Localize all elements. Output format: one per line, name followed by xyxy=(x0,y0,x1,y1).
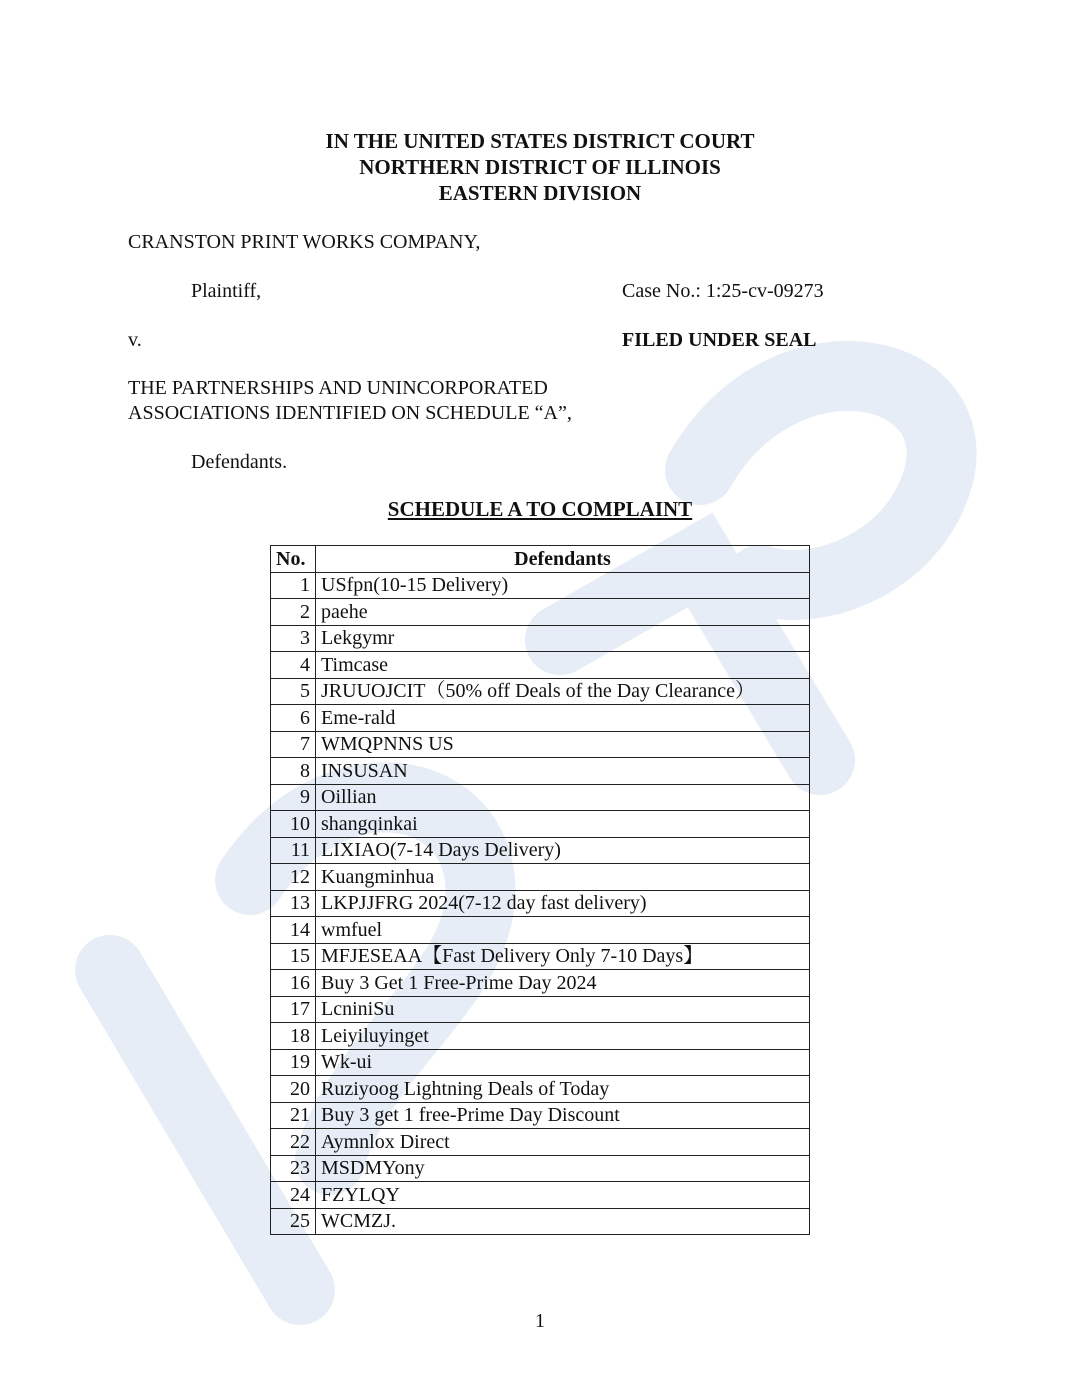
table-row xyxy=(271,917,810,944)
table-row xyxy=(271,599,810,626)
defendant-name: WCMZJ. xyxy=(316,1208,810,1235)
defendant-name: wmfuel xyxy=(316,917,810,944)
row-number: 8 xyxy=(271,758,316,785)
defendant-name: WMQPNNS US xyxy=(316,731,810,758)
defendant-caption-line2: ASSOCIATIONS IDENTIFIED ON SCHEDULE “A”, xyxy=(128,402,572,424)
table-row xyxy=(271,1049,810,1076)
row-number: 2 xyxy=(271,599,316,626)
defendant-name: Wk-ui xyxy=(316,1049,810,1076)
table-row xyxy=(271,784,810,811)
defendant-name: Oillian xyxy=(316,784,810,811)
table-row xyxy=(271,1102,810,1129)
row-number: 23 xyxy=(271,1155,316,1182)
defendant-role: Defendants. xyxy=(191,451,288,473)
table-row xyxy=(271,705,810,732)
defendant-name: LcniniSu xyxy=(316,996,810,1023)
row-number: 25 xyxy=(271,1208,316,1235)
table-row xyxy=(271,625,810,652)
defendant-name: MFJESEAA【Fast Delivery Only 7-10 Days】 xyxy=(316,943,810,970)
table-row xyxy=(271,811,810,838)
row-number: 1 xyxy=(271,572,316,599)
plaintiff-role: Plaintiff, xyxy=(191,280,262,302)
table-row xyxy=(271,731,810,758)
defendant-name: INSUSAN xyxy=(316,758,810,785)
row-number: 24 xyxy=(271,1182,316,1209)
column-header-defendants: Defendants xyxy=(316,546,810,573)
row-number: 20 xyxy=(271,1076,316,1103)
defendant-name: FZYLQY xyxy=(316,1182,810,1209)
row-number: 13 xyxy=(271,890,316,917)
row-number: 12 xyxy=(271,864,316,891)
defendant-name: Timcase xyxy=(316,652,810,679)
table-row xyxy=(271,758,810,785)
row-number: 7 xyxy=(271,731,316,758)
defendant-name: paehe xyxy=(316,599,810,626)
table-header-row xyxy=(271,546,810,573)
row-number: 18 xyxy=(271,1023,316,1050)
defendant-name: Buy 3 Get 1 Free-Prime Day 2024 xyxy=(316,970,810,997)
table-row xyxy=(271,572,810,599)
court-header xyxy=(0,128,1080,206)
defendant-name: JRUUOJCIT（50% off Deals of the Day Clearance） xyxy=(316,678,810,705)
row-number: 21 xyxy=(271,1102,316,1129)
table-row xyxy=(271,1182,810,1209)
court-district: NORTHERN DISTRICT OF ILLINOIS xyxy=(359,155,721,179)
row-number: 9 xyxy=(271,784,316,811)
defendant-name: Aymnlox Direct xyxy=(316,1129,810,1156)
row-number: 14 xyxy=(271,917,316,944)
table-row xyxy=(271,652,810,679)
versus: v. xyxy=(128,329,142,351)
table-body xyxy=(271,572,810,1235)
table-row xyxy=(271,996,810,1023)
defendant-name: shangqinkai xyxy=(316,811,810,838)
row-number: 3 xyxy=(271,625,316,652)
table-row xyxy=(271,678,810,705)
table-row xyxy=(271,837,810,864)
row-number: 17 xyxy=(271,996,316,1023)
defendant-name: LIXIAO(7-14 Days Delivery) xyxy=(316,837,810,864)
schedule-title: SCHEDULE A TO COMPLAINT xyxy=(387,497,693,521)
table-row xyxy=(271,1155,810,1182)
defendant-name: USfpn(10-15 Delivery) xyxy=(316,572,810,599)
row-number: 5 xyxy=(271,678,316,705)
table-row xyxy=(271,890,810,917)
defendant-name: Eme-rald xyxy=(316,705,810,732)
defendant-name: Buy 3 get 1 free-Prime Day Discount xyxy=(316,1102,810,1129)
table-row xyxy=(271,1129,810,1156)
case-number: Case No.: 1:25-cv-09273 xyxy=(622,280,824,302)
row-number: 10 xyxy=(271,811,316,838)
table-row xyxy=(271,1208,810,1235)
column-header-no: No. xyxy=(271,546,316,573)
table-row xyxy=(271,1076,810,1103)
table-row xyxy=(271,864,810,891)
row-number: 16 xyxy=(271,970,316,997)
row-number: 22 xyxy=(271,1129,316,1156)
row-number: 4 xyxy=(271,652,316,679)
filed-under-seal: FILED UNDER SEAL xyxy=(622,329,817,351)
row-number: 11 xyxy=(271,837,316,864)
defendant-name: Lekgymr xyxy=(316,625,810,652)
table-row xyxy=(271,970,810,997)
table-row xyxy=(271,943,810,970)
row-number: 19 xyxy=(271,1049,316,1076)
court-division: EASTERN DIVISION xyxy=(438,181,642,205)
defendants-table xyxy=(270,545,810,1235)
defendant-name: Leiyiluyinget xyxy=(316,1023,810,1050)
defendant-name: Ruziyoog Lightning Deals of Today xyxy=(316,1076,810,1103)
table-row xyxy=(271,1023,810,1050)
defendant-name: LKPJJFRG 2024(7-12 day fast delivery) xyxy=(316,890,810,917)
defendant-name: MSDMYony xyxy=(316,1155,810,1182)
row-number: 15 xyxy=(271,943,316,970)
defendant-caption-line1: THE PARTNERSHIPS AND UNINCORPORATED xyxy=(128,377,548,399)
plaintiff-name: CRANSTON PRINT WORKS COMPANY, xyxy=(128,231,481,253)
row-number: 6 xyxy=(271,705,316,732)
page-number: 1 xyxy=(535,1310,545,1332)
court-name: IN THE UNITED STATES DISTRICT COURT xyxy=(325,129,755,153)
defendant-name: Kuangminhua xyxy=(316,864,810,891)
